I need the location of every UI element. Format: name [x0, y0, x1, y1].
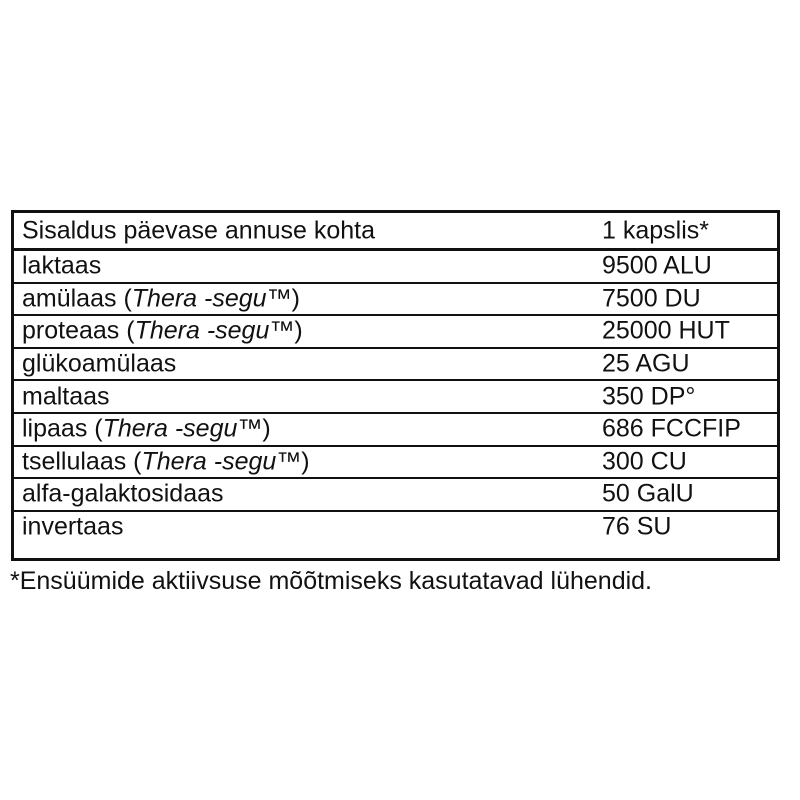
- ingredient-name: tsellulaas (Thera -segu™): [22, 447, 310, 476]
- footnote: *Ensüümide aktiivsuse mõõtmiseks kasutatavad lühendid.: [10, 567, 653, 595]
- ingredient-name: amülaas (Thera -segu™): [22, 284, 300, 313]
- table-row: [14, 510, 777, 543]
- header-name-cell: Sisaldus päevase annuse kohta: [22, 216, 376, 244]
- ingredient-amount: 76 SU: [602, 512, 672, 541]
- ingredient-name: maltaas: [22, 382, 110, 411]
- ingredient-name: invertaas: [22, 512, 124, 541]
- table-row: [14, 314, 777, 347]
- ingredient-name: glükoamülaas: [22, 349, 177, 378]
- ingredient-name: lipaas (Thera -segu™): [22, 414, 271, 443]
- ingredient-amount: 25 AGU: [602, 349, 690, 378]
- ingredient-name: alfa-galaktosidaas: [22, 479, 224, 508]
- ingredient-amount: 686 FCCFIP: [602, 414, 741, 443]
- table-row: [14, 445, 777, 478]
- table-header-row: [14, 213, 777, 249]
- header-amount-cell: 1 kapslis*: [602, 216, 709, 244]
- ingredient-name: proteaas (Thera -segu™): [22, 316, 303, 345]
- ingredient-amount: 300 CU: [602, 447, 687, 476]
- ingredient-amount: 50 GalU: [602, 479, 694, 508]
- table-row: [14, 249, 777, 282]
- table-row: [14, 347, 777, 380]
- table-row: [14, 379, 777, 412]
- supplement-facts-table: [11, 210, 780, 561]
- ingredient-name: laktaas: [22, 251, 102, 280]
- ingredient-amount: 350 DP°: [602, 382, 696, 411]
- table-row: [14, 412, 777, 445]
- ingredient-amount: 9500 ALU: [602, 251, 712, 280]
- ingredient-amount: 7500 DU: [602, 284, 701, 313]
- table-row: [14, 282, 777, 315]
- table-row: [14, 477, 777, 510]
- ingredient-amount: 25000 HUT: [602, 316, 730, 345]
